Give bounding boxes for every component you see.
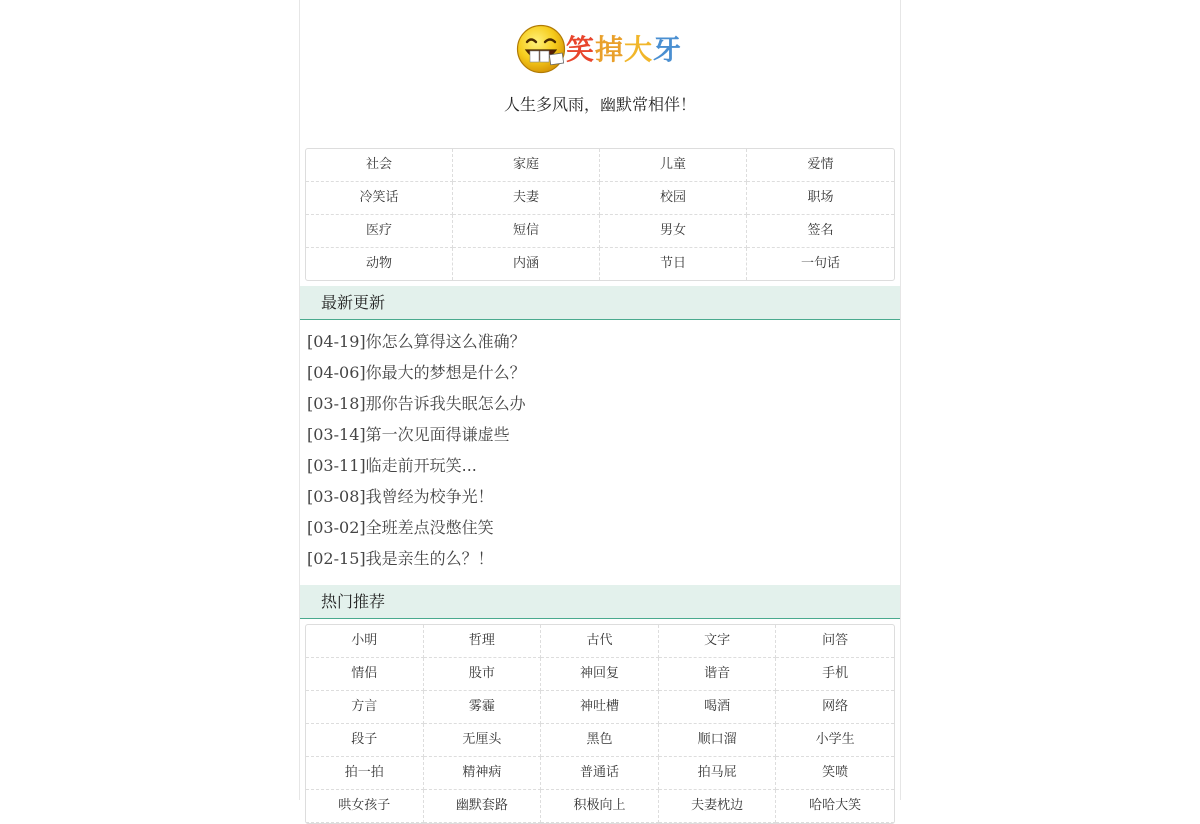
item-date: [03-11] — [307, 456, 366, 475]
hot-tag-link[interactable]: 哲理 — [424, 625, 542, 658]
item-link[interactable]: 临走前开玩笑... — [365, 456, 477, 475]
site-slogan: 人生多风雨，幽默常相伴！ — [503, 95, 696, 114]
item-link[interactable]: 你怎么算得这么准确？ — [365, 332, 526, 351]
category-link[interactable]: 冷笑话 — [306, 182, 453, 215]
list-item[interactable] — [307, 481, 900, 512]
item-link[interactable]: 我曾经为校争光！ — [365, 487, 494, 506]
page-container — [299, 0, 901, 813]
hot-tag-link[interactable]: 方言 — [306, 691, 424, 724]
item-link[interactable]: 那你告诉我失眠怎么办 — [365, 394, 526, 413]
item-link[interactable]: 我是亲生的么？！ — [365, 549, 494, 568]
hot-tag-link[interactable]: 问答 — [776, 625, 894, 658]
hot-tag-link[interactable]: 拍马屁 — [659, 757, 777, 790]
hot-tag-link[interactable]: 文字 — [659, 625, 777, 658]
hot-tag-link[interactable]: 段子 — [306, 724, 424, 757]
list-item[interactable] — [307, 388, 900, 419]
item-date: [03-14] — [307, 425, 366, 444]
logo-char: 大 — [624, 33, 654, 66]
hot-tag-grid — [305, 624, 895, 824]
hot-tag-link[interactable]: 小学生 — [776, 724, 894, 757]
hot-tag-link[interactable]: 神吐槽 — [541, 691, 659, 724]
list-item[interactable] — [307, 450, 900, 481]
grinning-face-icon — [516, 24, 566, 74]
hot-tag-link[interactable]: 手机 — [776, 658, 894, 691]
category-link[interactable]: 男女 — [600, 215, 747, 248]
category-link[interactable]: 医疗 — [306, 215, 453, 248]
hot-tag-link[interactable]: 哈哈大笑 — [776, 790, 894, 823]
hot-tag-link[interactable]: 精神病 — [424, 757, 542, 790]
hot-tag-link[interactable]: 雾霾 — [424, 691, 542, 724]
category-link[interactable]: 节日 — [600, 248, 747, 280]
category-link[interactable]: 爱情 — [747, 149, 894, 182]
logo-char: 牙 — [653, 33, 683, 66]
category-link[interactable]: 社会 — [306, 149, 453, 182]
hot-section-title: 热门推荐 — [300, 585, 900, 619]
item-link[interactable]: 第一次见面得谦虚些 — [365, 425, 510, 444]
hot-tag-link[interactable]: 幽默套路 — [424, 790, 542, 823]
hot-tag-link[interactable]: 无厘头 — [424, 724, 542, 757]
hot-tag-link[interactable]: 喝酒 — [659, 691, 777, 724]
hot-tag-link[interactable]: 积极向上 — [541, 790, 659, 823]
item-date: [04-19] — [307, 332, 366, 351]
hot-tag-link[interactable]: 夫妻枕边 — [659, 790, 777, 823]
hot-tag-link[interactable]: 拍一拍 — [306, 757, 424, 790]
list-item[interactable] — [307, 512, 900, 543]
item-date: [03-02] — [307, 518, 366, 537]
category-link[interactable]: 职场 — [747, 182, 894, 215]
list-item[interactable] — [307, 543, 900, 574]
category-link[interactable]: 儿童 — [600, 149, 747, 182]
list-item[interactable] — [307, 357, 900, 388]
hot-tag-link[interactable]: 黑色 — [541, 724, 659, 757]
site-logo[interactable] — [516, 22, 686, 78]
site-header — [300, 0, 900, 148]
hot-tag-link[interactable]: 股市 — [424, 658, 542, 691]
item-link[interactable]: 全班差点没憋住笑 — [365, 518, 494, 537]
latest-section-title: 最新更新 — [300, 286, 900, 320]
latest-list — [300, 320, 900, 580]
hot-tag-link[interactable]: 小明 — [306, 625, 424, 658]
category-grid — [305, 148, 895, 281]
category-link[interactable]: 一句话 — [800, 256, 840, 271]
list-item[interactable] — [307, 326, 900, 357]
hot-tag-link[interactable]: 普通话 — [541, 757, 659, 790]
logo-char: 掉 — [595, 33, 625, 66]
item-date: [03-08] — [307, 487, 366, 506]
hot-tag-link[interactable]: 哄女孩子 — [306, 790, 424, 823]
hot-tag-link[interactable]: 网络 — [776, 691, 894, 724]
category-link[interactable]: 短信 — [453, 215, 600, 248]
item-link[interactable]: 你最大的梦想是什么？ — [365, 363, 526, 382]
item-date: [02-15] — [307, 549, 366, 568]
logo-text — [566, 28, 682, 72]
category-link[interactable]: 签名 — [747, 215, 894, 248]
hot-tag-link[interactable]: 情侣 — [306, 658, 424, 691]
category-link[interactable]: 动物 — [306, 248, 453, 280]
list-item[interactable] — [307, 419, 900, 450]
item-date: [03-18] — [307, 394, 366, 413]
category-link[interactable]: 校园 — [600, 182, 747, 215]
logo-char: 笑 — [566, 33, 596, 66]
category-link[interactable]: 夫妻 — [453, 182, 600, 215]
hot-tag-link[interactable]: 古代 — [541, 625, 659, 658]
hot-tag-link[interactable]: 谐音 — [659, 658, 777, 691]
category-link[interactable]: 家庭 — [453, 149, 600, 182]
item-date: [04-06] — [307, 363, 366, 382]
hot-tag-link[interactable]: 顺口溜 — [659, 724, 777, 757]
hot-tag-link[interactable]: 笑喷 — [776, 757, 894, 790]
category-link[interactable]: 内涵 — [453, 248, 600, 280]
hot-tag-link[interactable]: 神回复 — [541, 658, 659, 691]
